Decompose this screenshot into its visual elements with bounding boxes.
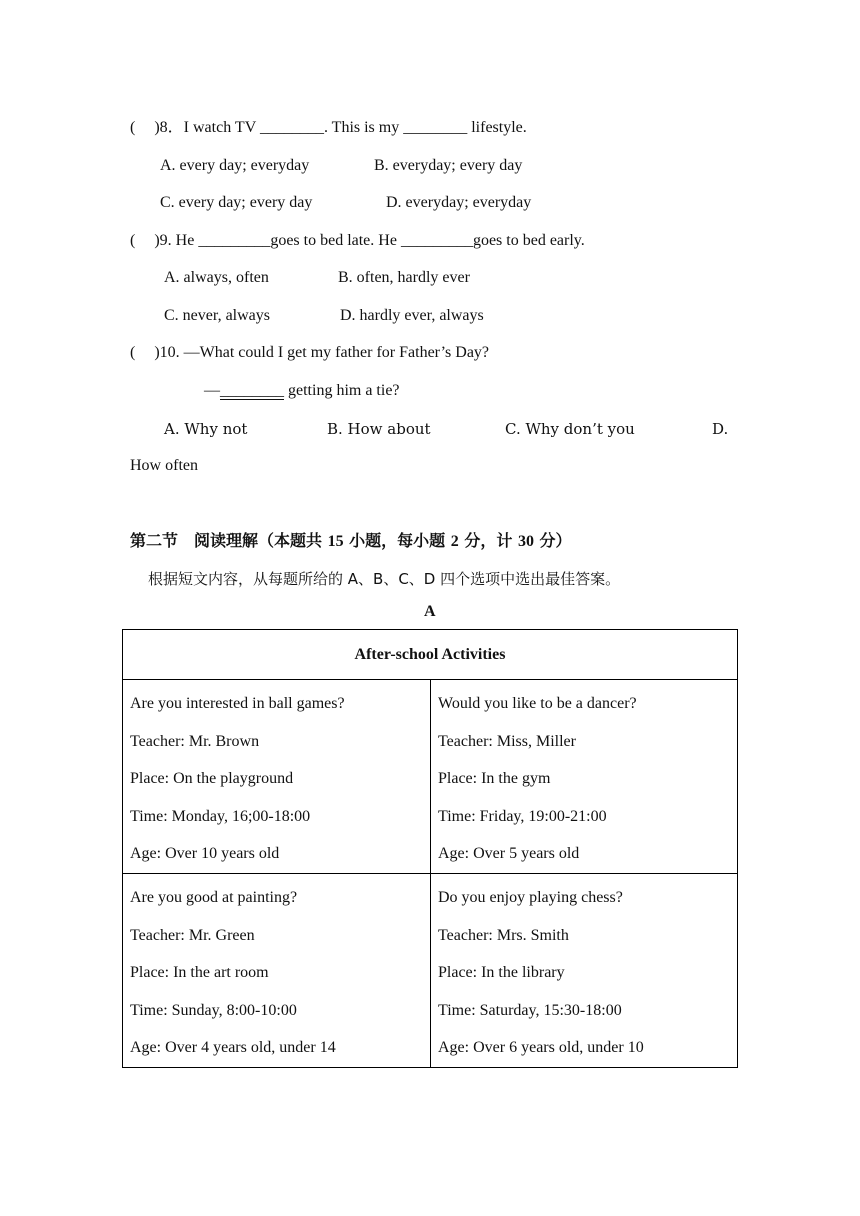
activities-table xyxy=(122,629,738,1068)
question-number: )8． xyxy=(154,119,184,136)
activity-cell xyxy=(431,874,738,1068)
option-a: A. Why not xyxy=(164,420,248,438)
activity-cell xyxy=(123,874,431,1068)
option-d: D. xyxy=(712,420,729,438)
activity-cell xyxy=(431,680,738,874)
question-number: )10. xyxy=(154,344,180,361)
answer-paren: ( xyxy=(130,119,136,136)
activity-teacher: Teacher: Miss, Miller xyxy=(438,732,576,750)
points-each: 2 xyxy=(450,533,459,550)
activity-place: Place: In the gym xyxy=(438,770,551,787)
activity-place: Place: In the library xyxy=(438,964,565,981)
option-b: B. How about xyxy=(327,420,431,438)
question-count: 15 xyxy=(327,533,344,550)
activity-question: Are you good at painting? xyxy=(130,889,298,906)
activity-cell xyxy=(123,680,431,874)
section-instruction: 根据短文内容，从每题所给的 A、B、C、D 四个选项中选出最佳答案。 xyxy=(148,570,621,588)
activity-teacher: Teacher: Mrs. Smith xyxy=(438,926,569,944)
question-10-stem xyxy=(130,343,489,363)
question-number: )9. xyxy=(154,232,172,249)
total-points: 30 xyxy=(517,533,534,550)
answer-paren: ( xyxy=(130,232,136,249)
answer-paren: ( xyxy=(130,344,136,361)
activity-age: Age: Over 4 years old, under 14 xyxy=(130,1039,336,1056)
table-title: After-school Activities xyxy=(123,630,738,680)
activity-time: Time: Friday, 19:00-21:00 xyxy=(438,807,607,825)
activity-teacher: Teacher: Mr. Brown xyxy=(130,732,260,750)
activity-time: Time: Saturday, 15:30-18:00 xyxy=(438,1001,622,1019)
option-d: D. everyday; everyday xyxy=(386,194,532,211)
option-c: C. Why don’t you xyxy=(505,420,635,438)
activity-question: Would you like to be a dancer? xyxy=(438,695,637,712)
option-a: A. always, often xyxy=(164,269,269,286)
activity-question: Do you enjoy playing chess? xyxy=(438,889,623,906)
heading-text: 小题，每小题 xyxy=(349,531,446,550)
question-text: —What could I get my father for Father’s Day? xyxy=(183,344,490,361)
option-b: B. everyday; every day xyxy=(374,157,523,174)
activity-age: Age: Over 5 years old xyxy=(438,845,580,862)
answer-blank: ________ xyxy=(220,382,284,399)
activity-place: Place: In the art room xyxy=(130,964,269,981)
option-d-text: How often xyxy=(130,457,198,474)
option-c: C. every day; every day xyxy=(160,194,313,211)
option-a: A. every day; everyday xyxy=(160,157,310,174)
question-9-stem xyxy=(130,231,585,251)
activity-age: Age: Over 6 years old, under 10 xyxy=(438,1039,644,1056)
passage-label: A xyxy=(424,603,436,620)
heading-text: 分） xyxy=(539,531,572,550)
activity-age: Age: Over 10 years old xyxy=(130,845,280,862)
section-heading xyxy=(130,531,572,552)
response-text: getting him a tie? xyxy=(284,382,400,399)
activity-time: Time: Sunday, 8:00-10:00 xyxy=(130,1001,297,1019)
heading-text: 分，计 xyxy=(464,531,513,550)
option-d: D. hardly ever, always xyxy=(340,307,484,324)
question-8-stem xyxy=(130,118,527,138)
question-text: I watch TV ________. This is my ________ lifestyle. xyxy=(183,119,527,136)
dash: — xyxy=(204,382,220,399)
option-c: C. never, always xyxy=(164,307,270,324)
question-text: He _________goes to bed late. He _________goes to bed early. xyxy=(175,232,585,249)
activity-question: Are you interested in ball games? xyxy=(130,695,345,712)
option-b: B. often, hardly ever xyxy=(338,269,470,286)
heading-text: 第二节 阅读理解（本题共 xyxy=(130,531,323,550)
question-10-response xyxy=(204,381,400,401)
activity-time: Time: Monday, 16;00-18:00 xyxy=(130,807,311,825)
activity-place: Place: On the playground xyxy=(130,770,294,787)
activity-teacher: Teacher: Mr. Green xyxy=(130,926,255,944)
